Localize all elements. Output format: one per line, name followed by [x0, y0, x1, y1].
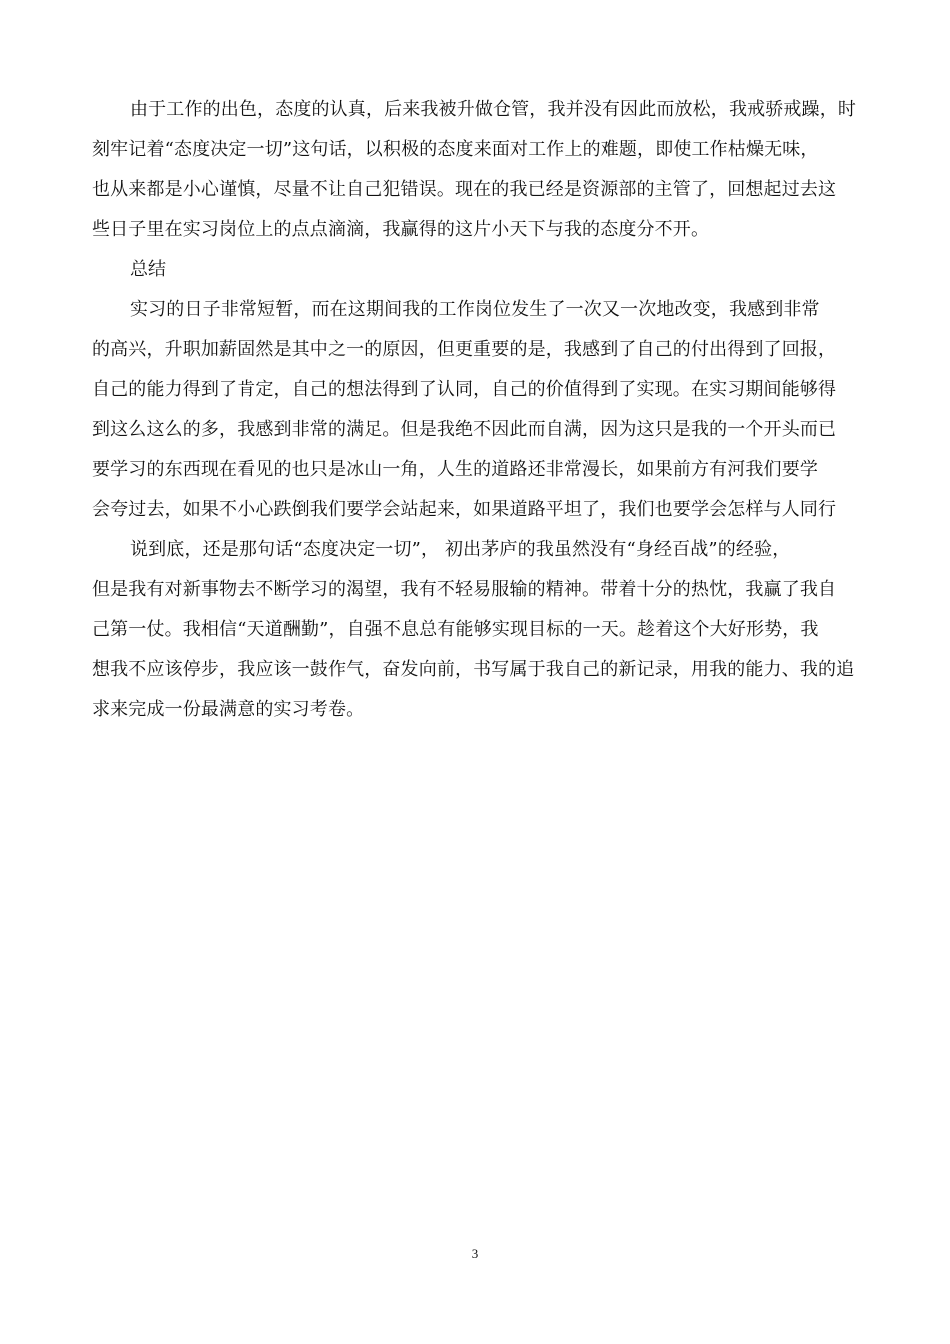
- text-line: 但是我有对新事物去不断学习的渴望，我有不轻易服输的精神。带着十分的热忱，我赢了我自: [92, 579, 837, 600]
- paragraph-summary: [92, 290, 860, 530]
- text-line: 自己的能力得到了肯定，自己的想法得到了认同，自己的价值得到了实现。在实习期间能够得: [92, 379, 837, 400]
- text-line: 己第一仗。我相信“天道酬勤”，自强不息总有能够实现目标的一天。趁着这个大好形势，我: [92, 619, 819, 640]
- paragraph-promotion: [92, 90, 860, 250]
- text-line: 由于工作的出色，态度的认真，后来我被升做仓管，我并没有因此而放松，我戒骄戒躁，时: [130, 99, 856, 120]
- text-line: 也从来都是小心谨慎，尽量不让自己犯错误。现在的我已经是资源部的主管了，回想起过去这: [92, 179, 837, 200]
- text-line: 想我不应该停步，我应该一鼓作气，奋发向前，书写属于我自己的新记录，用我的能力、我的追: [92, 659, 855, 680]
- text-line: 刻牢记着“态度决定一切”这句话，以积极的态度来面对工作上的难题，即使工作枯燥无味，: [92, 139, 819, 160]
- text-line: 说到底，还是那句话“态度决定一切”， 初出茅庐的我虽然没有“身经百战”的经验，: [130, 539, 791, 560]
- text-line: 的高兴，升职加薪固然是其中之一的原因，但更重要的是，我感到了自己的付出得到了回报，: [92, 339, 837, 360]
- text-line: 到这么这么的多，我感到非常的满足。但是我绝不因此而自满，因为这只是我的一个开头而已: [92, 419, 837, 440]
- document-body: [92, 90, 860, 730]
- text-line: 求来完成一份最满意的实习考卷。: [92, 699, 365, 720]
- paragraph-conclusion: [92, 530, 860, 730]
- text-line: 会夸过去，如果不小心跌倒我们要学会站起来，如果道路平坦了，我们也要学会怎样与人同行: [92, 499, 837, 520]
- section-heading-summary: 总结: [130, 259, 166, 280]
- page-number: 3: [471, 1246, 479, 1261]
- text-line: 要学习的东西现在看见的也只是冰山一角，人生的道路还非常漫长，如果前方有河我们要学: [92, 459, 818, 480]
- text-line: 些日子里在实习岗位上的点点滴滴，我赢得的这片小天下与我的态度分不开。: [92, 219, 710, 240]
- text-line: 实习的日子非常短暂，而在这期间我的工作岗位发生了一次又一次地改变，我感到非常: [130, 299, 820, 320]
